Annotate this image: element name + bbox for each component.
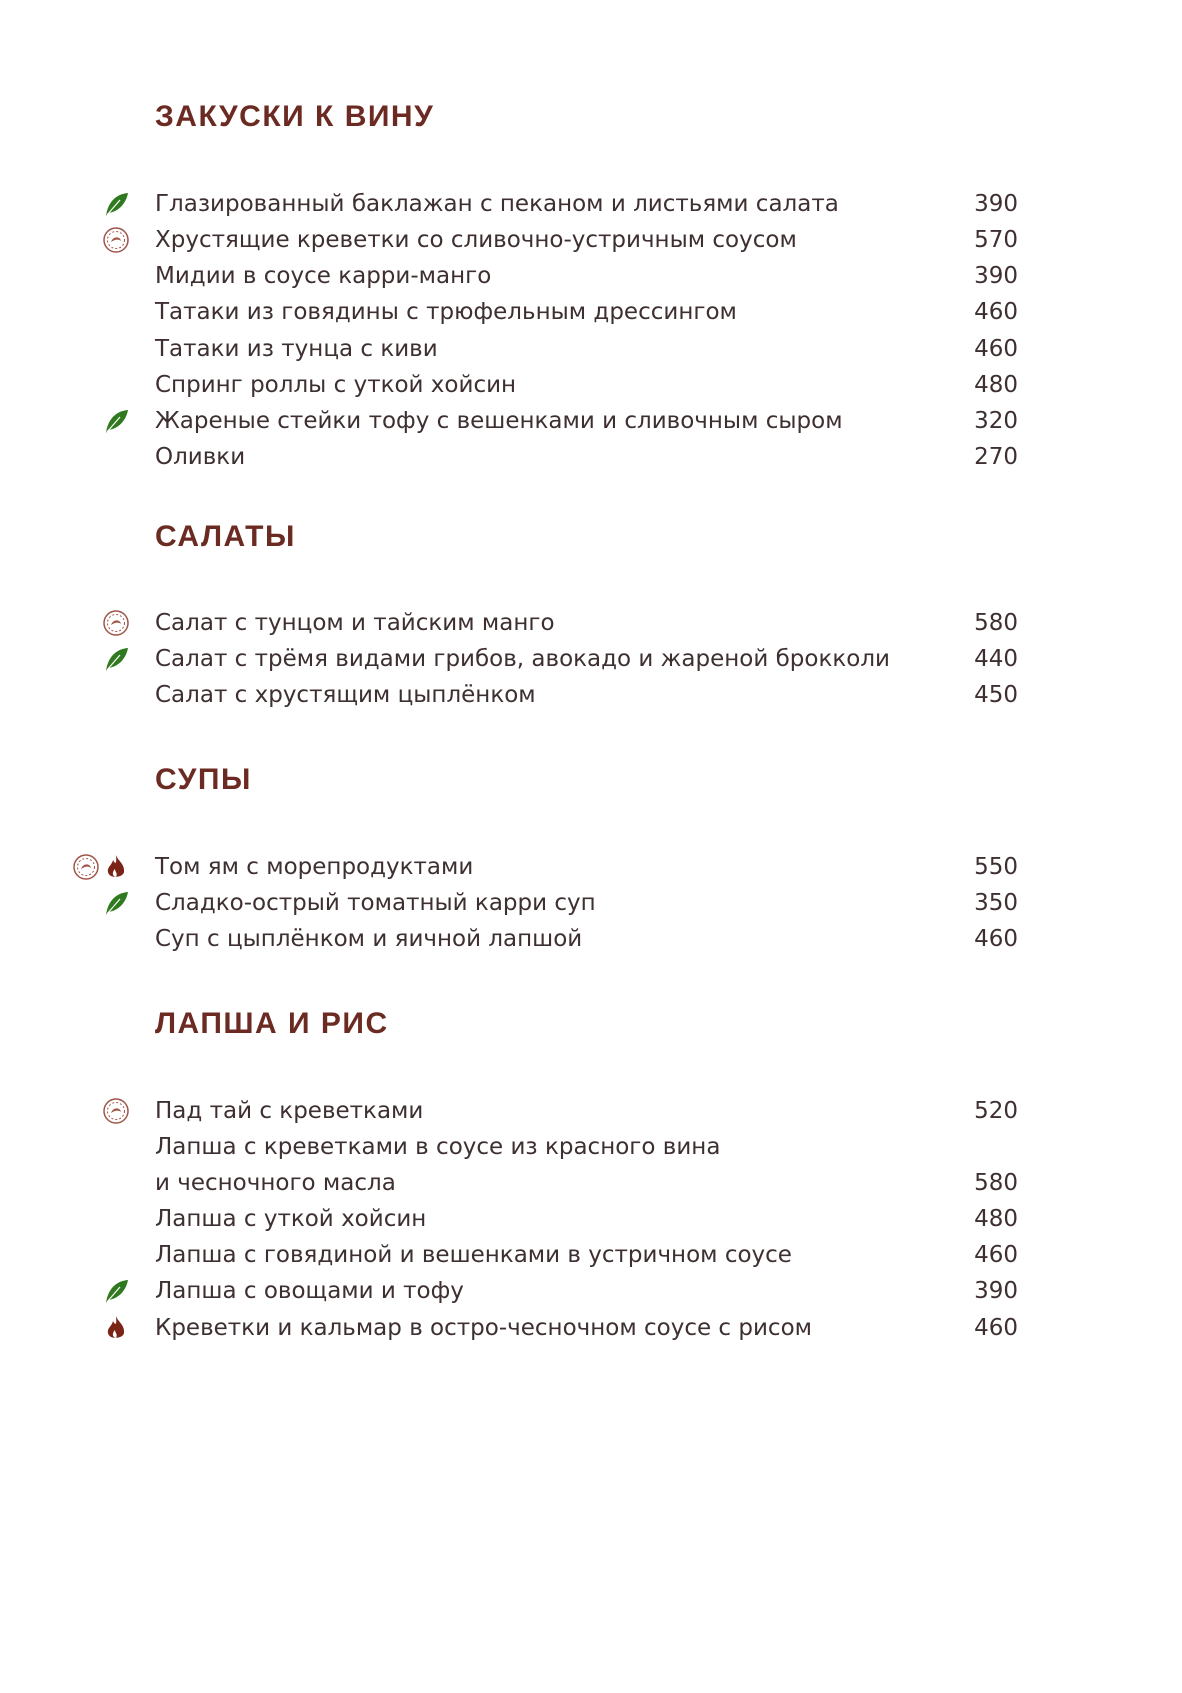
- item-name: Лапша с овощами и тофу: [155, 1278, 464, 1304]
- section-title: ЗАКУСКИ К ВИНУ: [155, 100, 435, 133]
- item-price: 460: [974, 1242, 1018, 1268]
- menu-item: [0, 439, 1182, 475]
- item-price: 580: [974, 610, 1018, 636]
- menu-item: [0, 1273, 1182, 1309]
- item-price: 390: [974, 263, 1018, 289]
- menu-item: [0, 1237, 1182, 1273]
- item-price: 460: [974, 1315, 1018, 1341]
- menu-item: [0, 1201, 1182, 1237]
- item-icons: [102, 1314, 130, 1342]
- menu-item: [0, 403, 1182, 439]
- item-price: 480: [974, 372, 1018, 398]
- item-icons: [72, 853, 130, 881]
- item-icons: [102, 609, 130, 637]
- item-price: 550: [974, 854, 1018, 880]
- item-name: и чесночного масла: [155, 1170, 396, 1196]
- seafood-icon: [102, 609, 130, 637]
- item-icons: [102, 190, 130, 218]
- item-icons: [102, 226, 130, 254]
- section-title: СУПЫ: [155, 763, 252, 796]
- leaf-icon: [102, 190, 130, 218]
- item-price: 320: [974, 408, 1018, 434]
- item-icons: [102, 1097, 130, 1125]
- seafood-icon: [102, 226, 130, 254]
- item-price: 350: [974, 890, 1018, 916]
- leaf-icon: [102, 889, 130, 917]
- item-name: Мидии в соусе карри-манго: [155, 263, 492, 289]
- item-name: Том ям с морепродуктами: [155, 854, 474, 880]
- leaf-icon: [102, 407, 130, 435]
- item-name: Татаки из говядины с трюфельным дрессингом: [155, 299, 737, 325]
- item-price: 460: [974, 299, 1018, 325]
- item-name: Глазированный баклажан с пеканом и листьями салата: [155, 191, 839, 217]
- seafood-icon: [102, 1097, 130, 1125]
- item-price: 460: [974, 926, 1018, 952]
- item-price: 270: [974, 444, 1018, 470]
- menu-item: [0, 331, 1182, 367]
- item-price: 580: [974, 1170, 1018, 1196]
- item-name: Креветки и кальмар в остро-чесночном соусе с рисом: [155, 1315, 813, 1341]
- menu-item: [0, 1310, 1182, 1346]
- menu-item: [0, 1129, 1182, 1165]
- item-icons: [102, 1277, 130, 1305]
- menu-item: [0, 258, 1182, 294]
- menu-item: [0, 885, 1182, 921]
- item-name: Сладко-острый томатный карри суп: [155, 890, 596, 916]
- item-price: 390: [974, 1278, 1018, 1304]
- item-name: Хрустящие креветки со сливочно-устричным соусом: [155, 227, 797, 253]
- item-price: 460: [974, 336, 1018, 362]
- item-name: Жареные стейки тофу с вешенками и сливочным сыром: [155, 408, 843, 434]
- item-price: 520: [974, 1098, 1018, 1124]
- menu-item: [0, 677, 1182, 713]
- menu-item: [0, 222, 1182, 258]
- menu-item: [0, 367, 1182, 403]
- item-price: 450: [974, 682, 1018, 708]
- section-title: САЛАТЫ: [155, 520, 296, 553]
- spicy-icon: [102, 853, 130, 881]
- item-name: Лапша с креветками в соусе из красного вина: [155, 1134, 721, 1160]
- spicy-icon: [102, 1314, 130, 1342]
- seafood-icon: [72, 853, 100, 881]
- menu-item: [0, 849, 1182, 885]
- item-name: Лапша с уткой хойсин: [155, 1206, 427, 1232]
- section-title: ЛАПША И РИС: [155, 1007, 389, 1040]
- menu-item: [0, 1093, 1182, 1129]
- menu-item: [0, 641, 1182, 677]
- item-name: Салат с хрустящим цыплёнком: [155, 682, 536, 708]
- item-price: 480: [974, 1206, 1018, 1232]
- item-name: Спринг роллы с уткой хойсин: [155, 372, 517, 398]
- item-price: 440: [974, 646, 1018, 672]
- menu-item: [0, 294, 1182, 330]
- leaf-icon: [102, 1277, 130, 1305]
- item-name: Оливки: [155, 444, 246, 470]
- item-icons: [102, 645, 130, 673]
- item-price: 570: [974, 227, 1018, 253]
- menu-item: [0, 921, 1182, 957]
- item-name: Салат с тунцом и тайским манго: [155, 610, 555, 636]
- item-price: 390: [974, 191, 1018, 217]
- menu-item: [0, 1165, 1182, 1201]
- item-name: Пад тай с креветками: [155, 1098, 424, 1124]
- item-name: Лапша с говядиной и вешенками в устричном соусе: [155, 1242, 792, 1268]
- item-name: Суп с цыплёнком и яичной лапшой: [155, 926, 583, 952]
- leaf-icon: [102, 645, 130, 673]
- item-name: Татаки из тунца с киви: [155, 336, 438, 362]
- item-name: Салат с трёмя видами грибов, авокадо и жареной брокколи: [155, 646, 890, 672]
- menu-item: [0, 186, 1182, 222]
- item-icons: [102, 889, 130, 917]
- item-icons: [102, 407, 130, 435]
- menu-item: [0, 605, 1182, 641]
